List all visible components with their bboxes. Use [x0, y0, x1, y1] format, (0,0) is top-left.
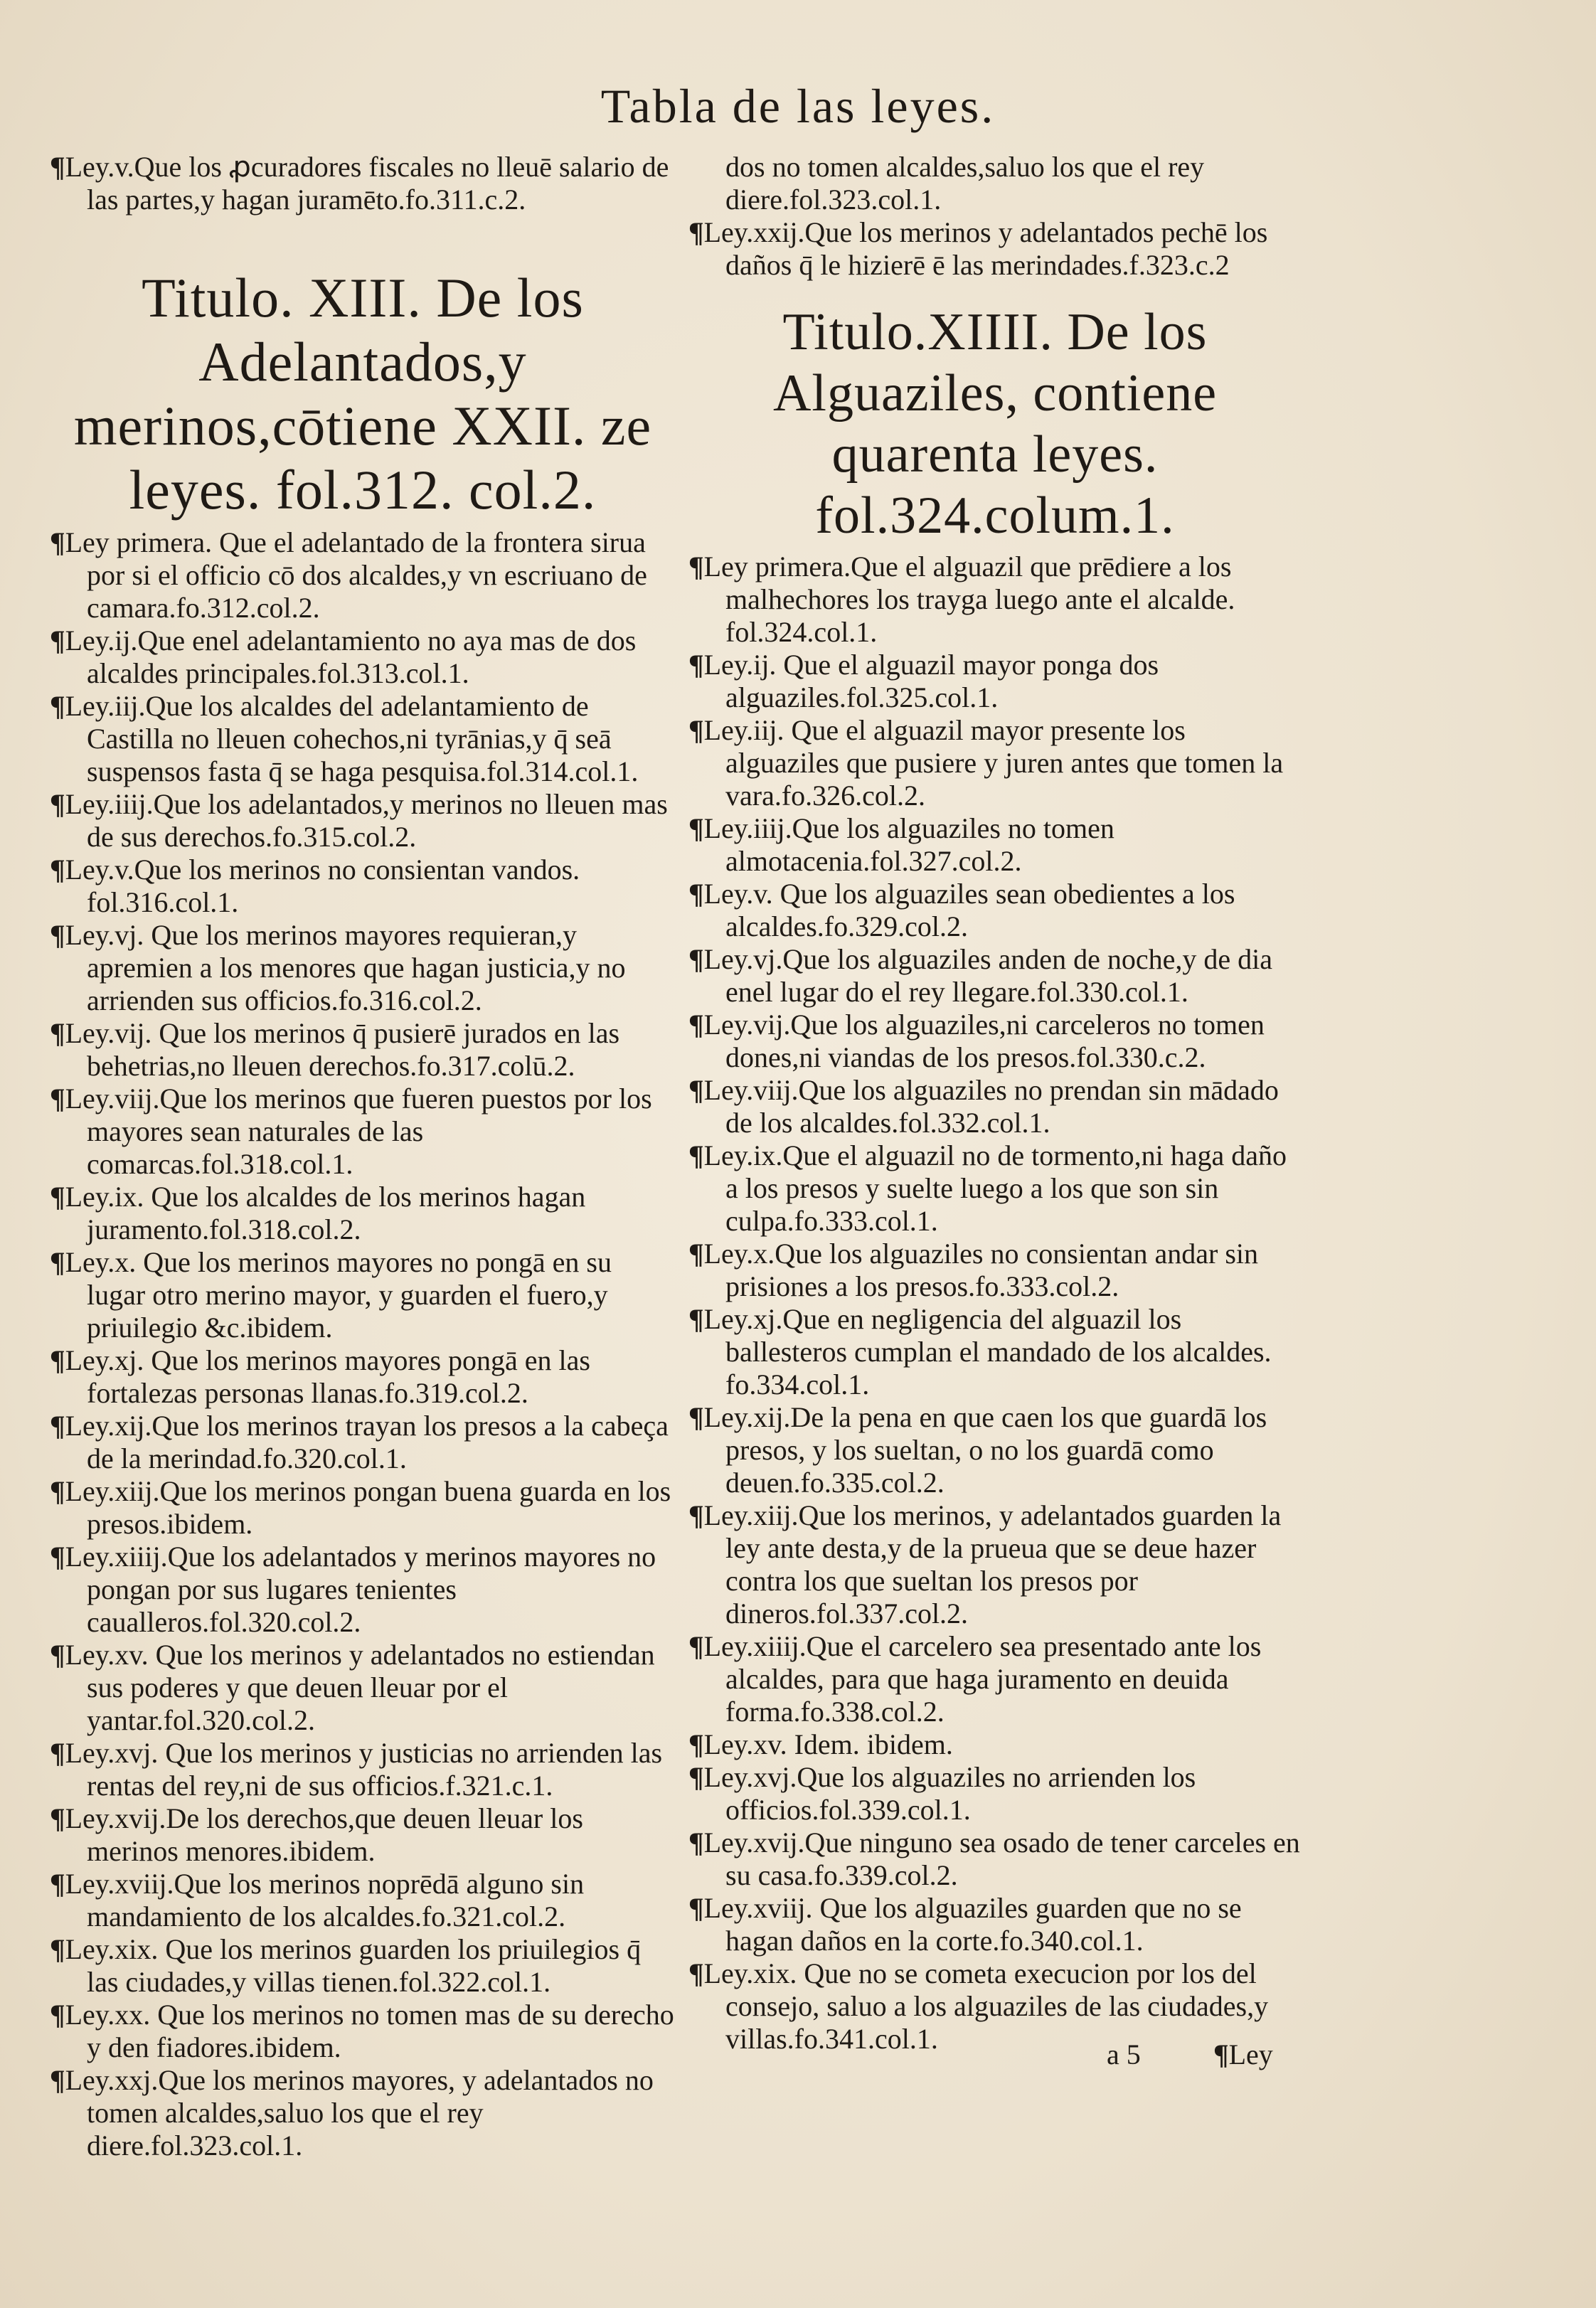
- entry-text: Ley.xv. Idem. ibidem.: [703, 1728, 953, 1760]
- law-entry: [688, 878, 1302, 943]
- law-entry: [688, 649, 1302, 714]
- entry-text: Ley.xj.Que en negligencia del alguazil los ballesteros cumplan el mandado de los alcaldes. fo.334.col.1.: [703, 1303, 1272, 1400]
- entry-text: Ley.xiiij.Que los adelantados y merinos mayores no pongan por sus lugares tenientes caualleros.fol.320.col.2.: [65, 1541, 656, 1638]
- entry-text: Ley.xiiij.Que el carcelero sea presentado ante los alcaldes, para que haga juramento en deuida forma.fo.338.col.2.: [703, 1630, 1262, 1728]
- entry-text: Ley.v. Que los alguaziles sean obedientes a los alcaldes.fo.329.col.2.: [703, 878, 1235, 942]
- pilcrow-icon: ¶: [688, 714, 704, 746]
- law-entry: [50, 624, 676, 690]
- entry-text: Ley.xviij.Que los merinos noprēdā alguno sin mandamiento de los alcaldes.fo.321.col.2.: [65, 1868, 585, 1932]
- entry-text: Ley.xvj. Que los merinos y justicias no arrienden las rentas del rey,ni de sus officios.f.321.c.1.: [65, 1737, 663, 1802]
- pilcrow-icon: ¶: [688, 1957, 704, 1989]
- entry-text: Ley.xix. Que los merinos guarden los priuilegios q̄ las ciudades,y villas tienen.fol.322.col.1.: [65, 1933, 642, 1998]
- law-entry: [688, 216, 1302, 282]
- pilcrow-icon: ¶: [688, 551, 704, 583]
- entry-text: Ley.x.Que los alguaziles no consientan andar sin prisiones a los presos.fo.333.col.2.: [703, 1238, 1259, 1302]
- pilcrow-icon: ¶: [50, 1246, 65, 1278]
- pilcrow-icon: ¶: [688, 1139, 704, 1171]
- law-entry: [688, 1401, 1302, 1499]
- law-entry: [50, 1017, 676, 1083]
- entry-text: Ley primera. Que el adelantado de la frontera sirua por si el officio cō dos alcaldes,y vn escriuano de camara.fo.312.col.2.: [65, 526, 647, 624]
- entry-text: Ley.xx. Que los merinos no tomen mas de su derecho y den fiadores.ibidem.: [65, 1999, 674, 2063]
- pilcrow-icon: ¶: [50, 1475, 65, 1507]
- left-column: [50, 151, 676, 2162]
- entry-text: Ley.xiij.Que los merinos, y adelantados guarden la ley ante desta,y de la prueua que se deue hazer contra los que sueltan los presos por dineros.fol.337.col.2.: [703, 1499, 1282, 1629]
- pilcrow-icon: ¶: [50, 2064, 65, 2096]
- pilcrow-icon: ¶: [688, 649, 704, 681]
- law-entry: [50, 919, 676, 1017]
- pilcrow-icon: ¶: [50, 1868, 65, 1900]
- pilcrow-icon: ¶: [50, 526, 65, 558]
- pilcrow-icon: ¶: [50, 1181, 65, 1213]
- law-entry: [688, 1238, 1302, 1303]
- entry-text: Ley.xiij.Que los merinos pongan buena guarda en los presos.ibidem.: [65, 1475, 671, 1540]
- entry-text: Ley.xvj.Que los alguaziles no arrienden los officios.fol.339.col.1.: [703, 1761, 1196, 1826]
- entry-text: Ley.v.Que los ꝓcuradores fiscales no lleuē salario de las partes,y hagan juramēto.fo.311.c.2.: [65, 151, 669, 216]
- law-entry: [688, 1892, 1302, 1957]
- law-entry: [50, 1083, 676, 1181]
- pilcrow-icon: ¶: [688, 1892, 704, 1924]
- pilcrow-icon: ¶: [50, 1017, 65, 1049]
- pilcrow-icon: ¶: [688, 1499, 704, 1531]
- law-entry: [50, 151, 676, 216]
- law-entry: [50, 1181, 676, 1246]
- pilcrow-icon: ¶: [688, 1826, 704, 1858]
- pilcrow-icon: ¶: [688, 812, 704, 844]
- law-entry: [50, 1475, 676, 1541]
- law-entry: [50, 1410, 676, 1475]
- pilcrow-icon: ¶: [50, 1410, 65, 1442]
- law-entry: [688, 1499, 1302, 1630]
- law-entry: [688, 1139, 1302, 1238]
- signature-mark: a 5: [1107, 2038, 1141, 2070]
- law-entry: [50, 853, 676, 919]
- pilcrow-icon: ¶: [688, 1074, 704, 1106]
- entry-text: Ley primera.Que el alguazil que prēdiere a los malhechores los trayga luego ante el alcalde. fol.324.col.1.: [703, 551, 1235, 648]
- section-title: Titulo. XIII. De los Adelantados,y merinos,cōtiene XXII. ze leyes. fol.312. col.2.: [73, 267, 652, 521]
- pilcrow-icon: ¶: [688, 1761, 704, 1793]
- law-entry: [50, 1999, 676, 2064]
- entry-text: Ley.vj. Que los merinos mayores requieran,y apremien a los menores que hagan justicia,y no arrienden sus officios.fo.316.col.2.: [65, 919, 626, 1016]
- catchword: ¶Ley: [1213, 2038, 1273, 2070]
- pilcrow-icon: ¶: [50, 1083, 65, 1115]
- section-title: Titulo.XIIII. De los Alguaziles, contiene quarenta leyes. fol.324.colum.1.: [772, 303, 1218, 545]
- law-entry: [688, 1761, 1302, 1826]
- entry-text: Ley.x. Que los merinos mayores no pongā en su lugar otro merino mayor, y guarden el fuero,y priuilegio &c.ibidem.: [65, 1246, 612, 1344]
- pilcrow-icon: ¶: [50, 1541, 65, 1573]
- pilcrow-icon: ¶: [688, 1238, 704, 1270]
- law-entry: [50, 1737, 676, 1802]
- entry-text: Ley.xv. Que los merinos y adelantados no estiendan sus poderes y que deuen lleuar por el yantar.fol.320.col.2.: [65, 1639, 655, 1736]
- pilcrow-icon: ¶: [50, 624, 65, 656]
- law-entry: [688, 1303, 1302, 1401]
- law-entry: [688, 943, 1302, 1009]
- entry-text: Ley.iiij.Que los alguaziles no tomen almotacenia.fol.327.col.2.: [703, 812, 1114, 877]
- right-column: [688, 151, 1302, 2056]
- entry-text: Ley.ix.Que el alguazil no de tormento,ni haga daño a los presos y suelte luego a los que son sin culpa.fo.333.col.1.: [703, 1139, 1287, 1237]
- entry-text: Ley.vij.Que los alguaziles,ni carceleros no tomen dones,ni viandas de los presos.fol.330.c.2.: [703, 1009, 1265, 1073]
- entry-text: Ley.vij. Que los merinos q̄ pusierē jurados en las behetrias,no lleuen derechos.fo.317.colū.2.: [65, 1017, 620, 1082]
- pilcrow-icon: ¶: [50, 853, 65, 886]
- entry-text: Ley.vj.Que los alguaziles anden de noche,y de dia enel lugar do el rey llegare.fol.330.col.1.: [703, 943, 1272, 1008]
- pilcrow-icon: ¶: [688, 1009, 704, 1041]
- entry-text: Ley.xxj.Que los merinos mayores, y adelantados no tomen alcaldes,saluo los que el rey diere.fol.323.col.1.: [65, 2064, 654, 2161]
- entry-text: Ley.v.Que los merinos no consientan vandos. fol.316.col.1.: [65, 853, 580, 918]
- pilcrow-icon: ¶: [50, 1999, 65, 2031]
- law-entry: [688, 714, 1302, 812]
- entry-text: Ley.xxij.Que los merinos y adelantados pechē los daños q̄ le hizierē ē las merindades.f.323.c.2: [703, 216, 1268, 281]
- entry-text: Ley.xviij. Que los alguaziles guarden que no se hagan daños en la corte.fo.340.col.1.: [703, 1892, 1242, 1957]
- law-entry: [50, 2064, 676, 2162]
- entry-text: Ley.ij. Que el alguazil mayor ponga dos alguaziles.fol.325.col.1.: [703, 649, 1159, 713]
- entry-text: Ley.xvij.De los derechos,que deuen lleuar los merinos menores.ibidem.: [65, 1802, 583, 1867]
- law-entry: [50, 1541, 676, 1639]
- law-entry: [688, 1074, 1302, 1139]
- law-entry: [688, 812, 1302, 878]
- pilcrow-icon: ¶: [688, 1630, 704, 1662]
- pilcrow-icon: ¶: [688, 878, 704, 910]
- entry-continuation: dos no tomen alcaldes,saluo los que el rey diere.fol.323.col.1.: [725, 151, 1205, 216]
- pilcrow-icon: ¶: [50, 151, 65, 183]
- pilcrow-icon: ¶: [688, 216, 704, 248]
- running-head: Tabla de las leyes.: [600, 79, 996, 133]
- entry-text: Ley.viij.Que los merinos que fueren puestos por los mayores sean naturales de las comarcas.fol.318.col.1.: [65, 1083, 652, 1180]
- pilcrow-icon: ¶: [50, 1344, 65, 1376]
- entry-text: Ley.xix. Que no se cometa execucion por los del consejo, saluo a los alguaziles de las ciudades,y villas.fo.341.col.1.: [703, 1957, 1269, 2055]
- law-entry: [50, 690, 676, 788]
- pilcrow-icon: ¶: [50, 1737, 65, 1769]
- law-entry: [688, 1630, 1302, 1728]
- law-entry: [688, 1728, 1302, 1761]
- law-entry: [688, 1957, 1302, 2056]
- pilcrow-icon: ¶: [688, 1303, 704, 1335]
- law-entry: [50, 1639, 676, 1737]
- entry-text: Ley.ij.Que enel adelantamiento no aya mas de dos alcaldes principales.fol.313.col.1.: [65, 624, 637, 689]
- law-entry: [50, 1868, 676, 1933]
- entry-text: Ley.iiij.Que los adelantados,y merinos no lleuen mas de sus derechos.fo.315.col.2.: [65, 788, 668, 853]
- law-entry: [50, 526, 676, 624]
- pilcrow-icon: ¶: [50, 1639, 65, 1671]
- pilcrow-icon: ¶: [50, 1933, 65, 1965]
- pilcrow-icon: ¶: [50, 1802, 65, 1834]
- pilcrow-icon: ¶: [688, 1728, 704, 1760]
- pilcrow-icon: ¶: [688, 943, 704, 975]
- law-entry: [50, 1933, 676, 1999]
- pilcrow-icon: ¶: [50, 919, 65, 951]
- law-entry: [688, 551, 1302, 649]
- law-entry: [50, 788, 676, 853]
- law-entry: [50, 1802, 676, 1868]
- entry-text: Ley.xij.Que los merinos trayan los presos a la cabeça de la merindad.fo.320.col.1.: [65, 1410, 669, 1474]
- entry-text: Ley.xvij.Que ninguno sea osado de tener carceles en su casa.fo.339.col.2.: [703, 1826, 1300, 1891]
- pilcrow-icon: ¶: [50, 690, 65, 722]
- pilcrow-icon: ¶: [688, 1401, 704, 1433]
- law-entry: [688, 1009, 1302, 1074]
- entry-text: Ley.iij. Que el alguazil mayor presente los alguaziles que pusiere y juren antes que tomen la vara.fo.326.col.2.: [703, 714, 1284, 812]
- pilcrow-icon: ¶: [50, 788, 65, 820]
- law-entry: [688, 1826, 1302, 1892]
- law-entry: [50, 1344, 676, 1410]
- entry-text: Ley.viij.Que los alguaziles no prendan sin mādado de los alcaldes.fol.332.col.1.: [703, 1074, 1279, 1139]
- entry-text: Ley.iij.Que los alcaldes del adelantamiento de Castilla no lleuen cohechos,ni tyrānias,y q̄ seā suspensos fasta q̄ se haga pesquisa.fol.314.col.1.: [65, 690, 639, 787]
- entry-text: Ley.xij.De la pena en que caen los que guardā los presos, y los sueltan, o no los guardā como deuen.fo.335.col.2.: [703, 1401, 1267, 1499]
- entry-text: Ley.xj. Que los merinos mayores pongā en las fortalezas personas llanas.fo.319.col.2.: [65, 1344, 590, 1409]
- law-entry: [50, 1246, 676, 1344]
- entry-text: Ley.ix. Que los alcaldes de los merinos hagan juramento.fol.318.col.2.: [65, 1181, 586, 1245]
